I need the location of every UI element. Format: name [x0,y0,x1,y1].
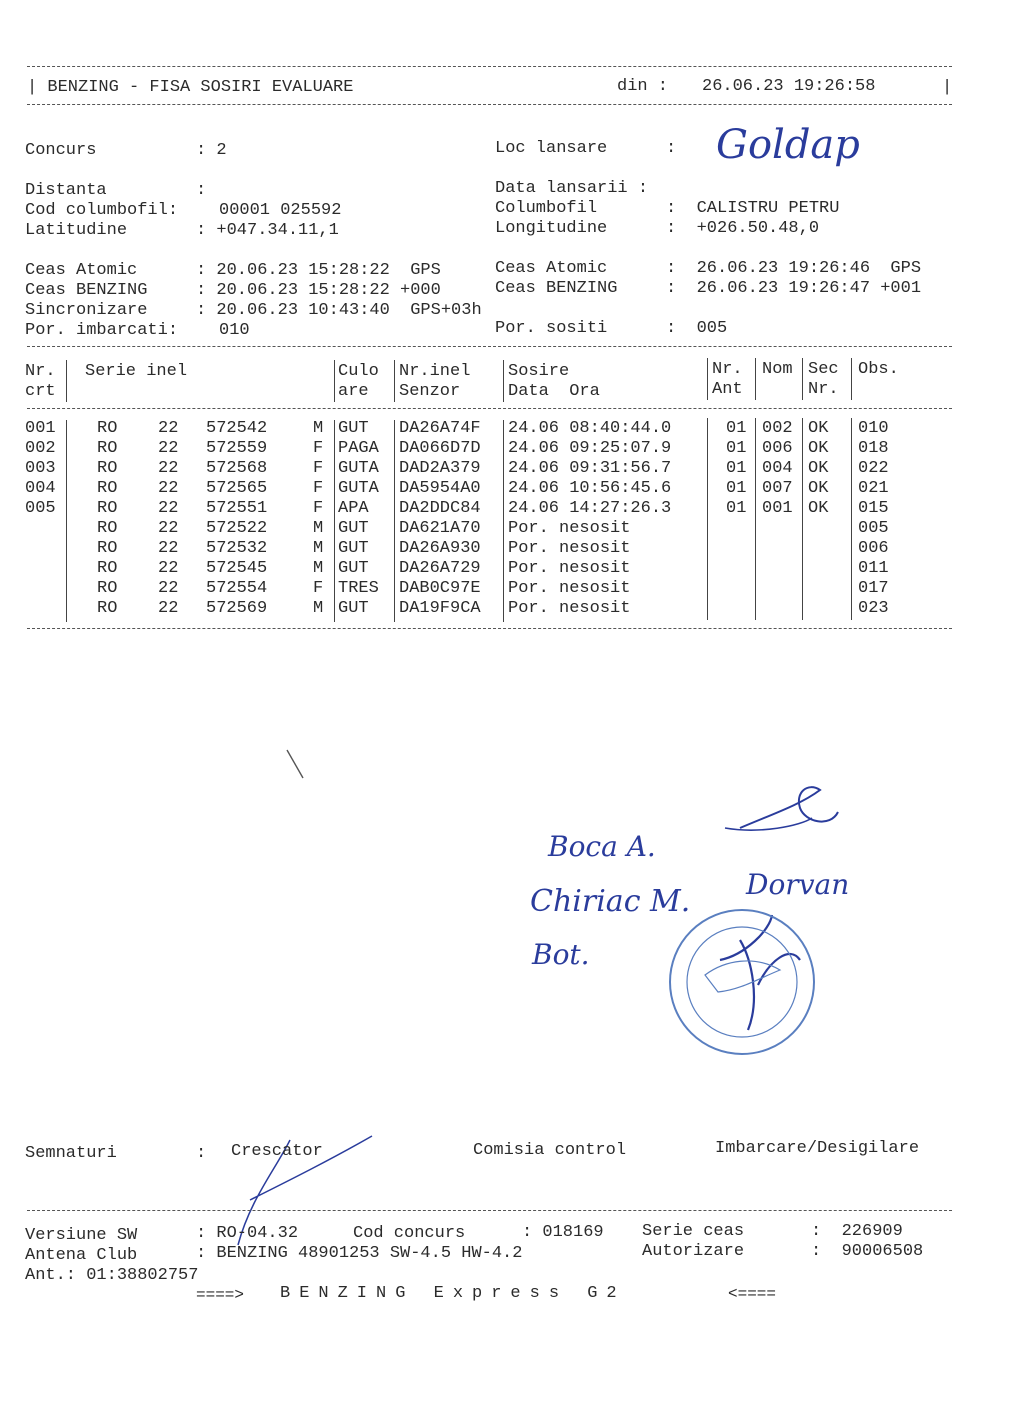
ring-year: 22 [158,539,179,558]
sec-status: OK [808,439,829,458]
ring-year: 22 [158,439,179,458]
col-header-nr: Nr. [25,362,56,381]
arrival-time: 24.06 10:56:45.6 [508,479,672,498]
ring-country: RO [97,499,118,518]
express-banner: BENZING Express G2 [280,1284,626,1303]
obs-value: 010 [858,419,889,438]
sensor-id: DAB0C97E [399,579,481,598]
left-atomic-label: Ceas Atomic [25,261,138,280]
latitude-value: : +047.34.11,1 [196,221,339,240]
signature-stroke-top [740,787,838,828]
bird-color: GUT [338,559,369,578]
sync-value: : 20.06.23 10:43:40 GPS+03h [196,301,482,320]
antenna-number: 01 [726,479,747,498]
obs-value: 017 [858,579,889,598]
col-header-culoare-1: Culo [338,362,379,381]
concurs-label: Concurs [25,141,97,160]
crescator-label: Crescator [231,1142,323,1161]
arrival-time: Por. nesosit [508,599,631,618]
ring-country: RO [97,479,118,498]
ring-number: 572532 [206,539,268,558]
sec-status: OK [808,479,829,498]
ring-year: 22 [158,479,179,498]
nom-value: 004 [762,459,793,478]
obs-value: 022 [858,459,889,478]
ring-country: RO [97,579,118,598]
row-number: 003 [25,459,56,478]
ring-country: RO [97,459,118,478]
autorizare-label: Autorizare [642,1242,745,1261]
bird-sex: M [313,519,324,538]
arrival-time: Por. nesosit [508,579,631,598]
ring-country: RO [97,559,118,578]
antenna-number: 01 [726,499,747,518]
ring-country: RO [97,539,118,558]
sec-status: OK [808,459,829,478]
ring-country: RO [97,599,118,618]
obs-value: 018 [858,439,889,458]
antenna-number: 01 [726,459,747,478]
print-date: 26.06.23 19:26:58 [702,77,876,96]
bird-color: GUT [338,539,369,558]
sensor-id: DAD2A379 [399,459,481,478]
col-header-ant-2: Ant [712,380,743,399]
bird-sex: F [313,499,324,518]
date-label: din : [617,77,669,96]
data-lansarii-label: Data lansarii : [495,179,649,198]
obs-value: 006 [858,539,889,558]
sheet-title: | BENZING - FISA SOSIRI EVALUARE [27,78,354,97]
nom-value: 006 [762,439,793,458]
sensor-id: DA5954A0 [399,479,481,498]
bird-sex: M [313,539,324,558]
header-bar: | [942,78,953,97]
ring-year: 22 [158,579,179,598]
serie-ceas-value: : 226909 [811,1222,903,1241]
bird-sex: F [313,439,324,458]
right-atomic-label: Ceas Atomic [495,259,608,278]
sync-label: Sincronizare [25,301,148,320]
antenna-line: Ant.: 01:38802757 [25,1266,199,1285]
ring-number: 572569 [206,599,268,618]
latitude-label: Latitudine [25,221,128,240]
ring-number: 572565 [206,479,268,498]
ring-number: 572542 [206,419,268,438]
bird-color: GUTA [338,459,379,478]
bird-sex: M [313,559,324,578]
obs-value: 021 [858,479,889,498]
bird-sex: F [313,579,324,598]
ring-number: 572545 [206,559,268,578]
col-header-nom: Nom [762,360,793,379]
ring-country: RO [97,439,118,458]
right-benzing-label: Ceas BENZING [495,279,618,298]
col-header-sec-1: Sec [808,360,839,379]
bird-color: TRES [338,579,379,598]
left-atomic-value: : 20.06.23 15:28:22 GPS [196,261,441,280]
col-header-inel-1: Nr.inel [399,362,471,381]
sensor-id: DA26A729 [399,559,481,578]
express-arrow-left: ====> [196,1286,245,1304]
versiune-value: : RO-04.32 [196,1224,299,1243]
bird-sex: M [313,419,324,438]
stray-pen-mark [287,750,303,778]
row-number: 001 [25,419,56,438]
autorizare-value: : 90006508 [811,1242,924,1261]
arrival-time: 24.06 09:25:07.9 [508,439,672,458]
cod-value: 00001 025592 [219,201,342,220]
col-header-obs: Obs. [858,360,899,379]
ring-year: 22 [158,599,179,618]
distanta-value: : [196,181,207,200]
arrival-time: 24.06 09:31:56.7 [508,459,672,478]
antenna-number: 01 [726,419,747,438]
arrival-time: Por. nesosit [508,519,631,538]
left-benzing-value: : 20.06.23 15:28:22 +000 [196,281,441,300]
comisia-label: Comisia control [473,1141,627,1160]
right-benzing-value: : 26.06.23 19:26:47 +001 [666,279,922,298]
ring-number: 572554 [206,579,268,598]
ring-number: 572522 [206,519,268,538]
ring-year: 22 [158,559,179,578]
ring-number: 572559 [206,439,268,458]
nom-value: 002 [762,419,793,438]
col-header-culoare-2: are [338,382,369,401]
distanta-label: Distanta [25,181,107,200]
arrived-value: : 005 [666,319,728,338]
sensor-id: DA2DDC84 [399,499,481,518]
sensor-id: DA26A930 [399,539,481,558]
handwritten-chiriac: Chiriac M. [530,884,691,919]
concurs-value: : 2 [196,141,227,160]
longitude-value: : +026.50.48,0 [666,219,820,238]
bird-color: GUTA [338,479,379,498]
express-arrow-right: <==== [728,1285,777,1303]
handwritten-bot: Bot. [532,938,590,971]
sec-status: OK [808,499,829,518]
nom-value: 007 [762,479,793,498]
signatures-colon: : [196,1144,207,1163]
embarked-value: 010 [219,321,250,340]
col-header-sosire-1: Sosire [508,362,570,381]
obs-value: 023 [858,599,889,618]
nom-value: 001 [762,499,793,518]
dashed-rule [27,1210,952,1211]
obs-value: 011 [858,559,889,578]
loc-handwritten: Goldap [716,122,860,168]
col-header-sosire-2: Data Ora [508,382,600,401]
cod-concurs-label: Cod concurs [353,1224,466,1243]
arrival-time: Por. nesosit [508,539,631,558]
serie-ceas-label: Serie ceas [642,1222,745,1241]
obs-value: 015 [858,499,889,518]
bird-color: APA [338,499,369,518]
col-header-sec-2: Nr. [808,380,839,399]
ring-year: 22 [158,459,179,478]
bird-color: PAGA [338,439,379,458]
col-header-serie: Serie inel [85,362,188,381]
left-benzing-label: Ceas BENZING [25,281,148,300]
sensor-id: DA066D7D [399,439,481,458]
antena-label: Antena Club [25,1246,138,1265]
signatures-label: Semnaturi [25,1144,117,1163]
bird-sex: F [313,479,324,498]
embarked-label: Por. imbarcati: [25,321,179,340]
sec-status: OK [808,419,829,438]
stamp-outer-ring [670,910,814,1054]
obs-value: 005 [858,519,889,538]
ring-number: 572551 [206,499,268,518]
row-number: 002 [25,439,56,458]
bird-color: GUT [338,419,369,438]
arrival-time: 24.06 08:40:44.0 [508,419,672,438]
col-header-inel-2: Senzor [399,382,461,401]
bird-color: GUT [338,519,369,538]
row-number: 004 [25,479,56,498]
arrived-label: Por. sositi [495,319,608,338]
ring-year: 22 [158,419,179,438]
bird-color: GUT [338,599,369,618]
bird-sex: F [313,459,324,478]
stamp-bird-emblem [705,961,780,992]
columbofil-value: : CALISTRU PETRU [666,199,840,218]
row-number: 005 [25,499,56,518]
sensor-id: DA621A70 [399,519,481,538]
loc-label: Loc lansare [495,139,608,158]
ring-year: 22 [158,519,179,538]
bird-sex: M [313,599,324,618]
versiune-label: Versiune SW [25,1226,138,1245]
antena-value: : BENZING 48901253 SW-4.5 HW-4.2 [196,1244,523,1263]
ring-year: 22 [158,499,179,518]
ring-country: RO [97,419,118,438]
loc-colon: : [666,139,677,158]
columbofil-label: Columbofil [495,199,598,218]
handwritten-boca: Boca A. [548,830,656,863]
antenna-number: 01 [726,439,747,458]
signature-underline [725,818,812,830]
sensor-id: DA19F9CA [399,599,481,618]
col-header-ant-1: Nr. [712,360,743,379]
imbarcare-label: Imbarcare/Desigilare [715,1139,920,1158]
cod-label: Cod columbofil: [25,201,179,220]
right-atomic-value: : 26.06.23 19:26:46 GPS [666,259,922,278]
arrival-time: Por. nesosit [508,559,631,578]
longitude-label: Longitudine [495,219,608,238]
sensor-id: DA26A74F [399,419,481,438]
handwritten-dorvan: Dorvan [746,868,850,901]
cod-concurs-value: : 018169 [522,1223,604,1242]
arrival-time: 24.06 14:27:26.3 [508,499,672,518]
ring-country: RO [97,519,118,538]
ring-number: 572568 [206,459,268,478]
col-header-crt: crt [25,382,56,401]
